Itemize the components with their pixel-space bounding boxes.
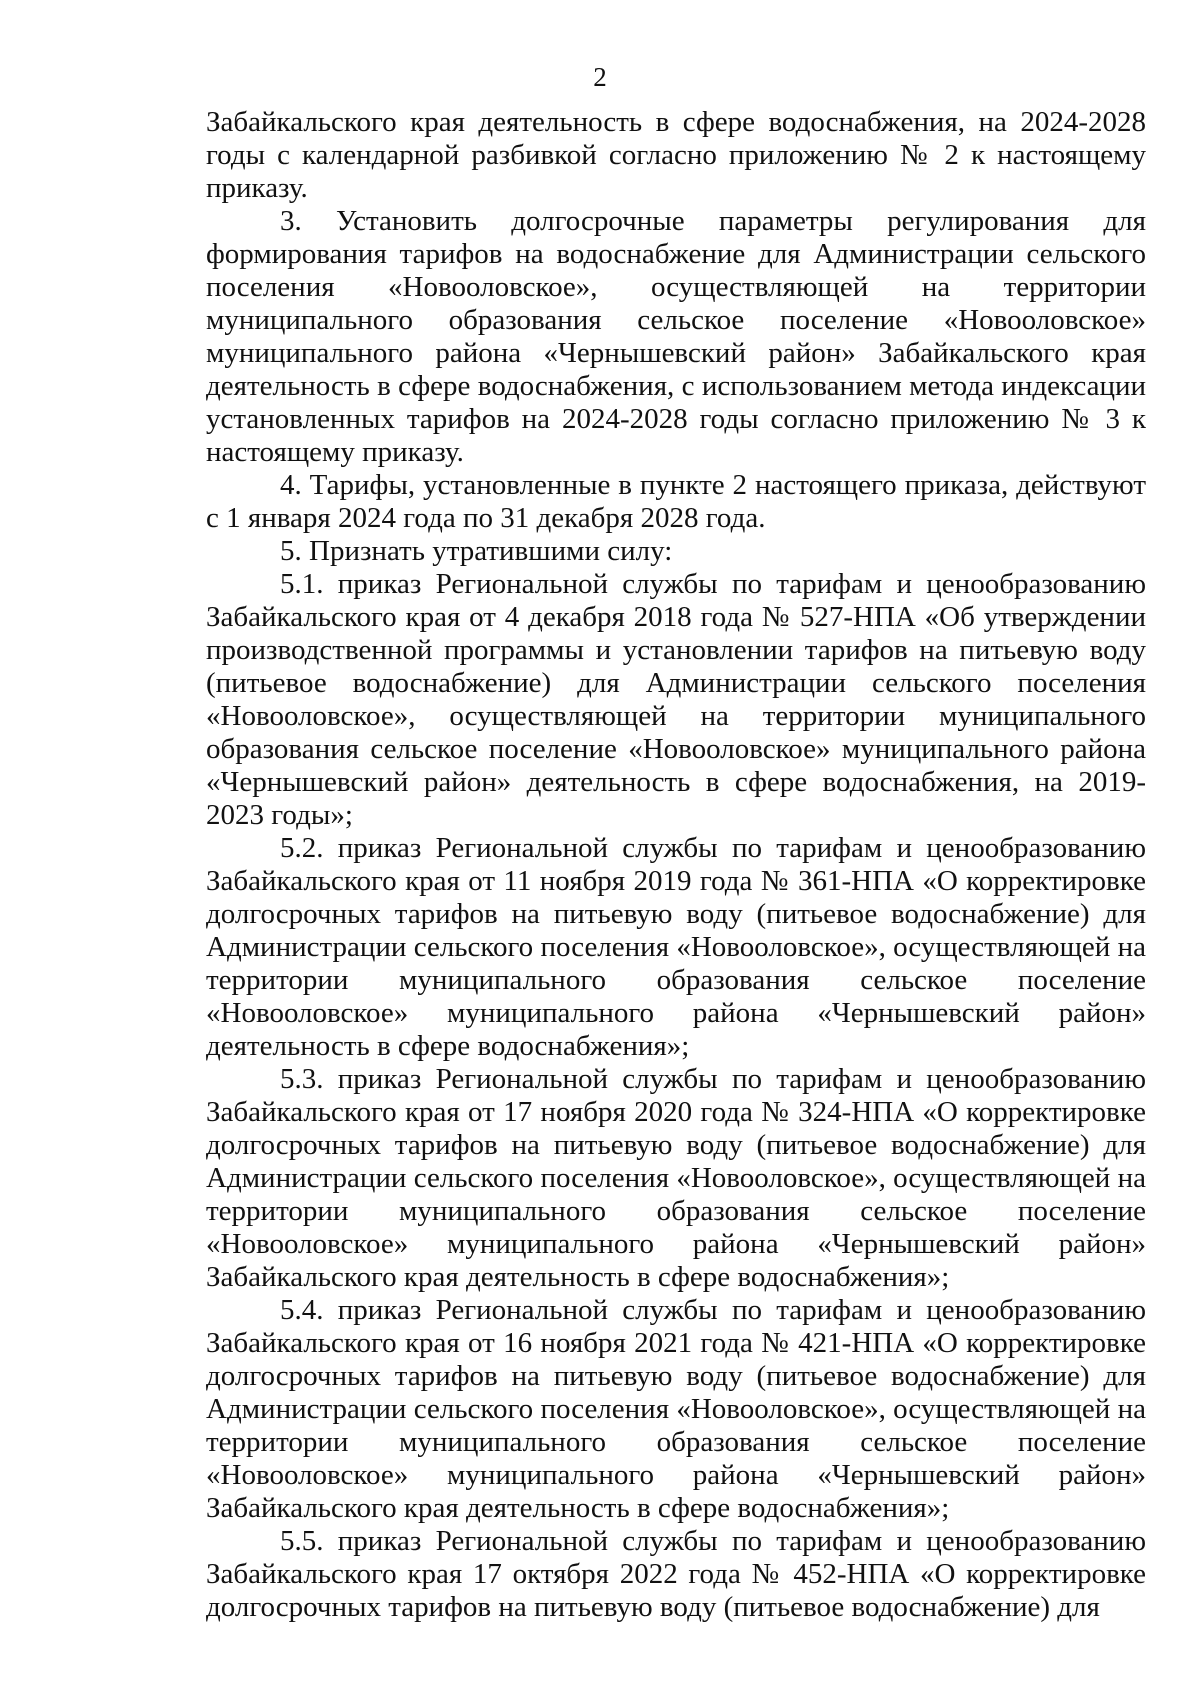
paragraph-item-5: 5. Признать утратившими силу:: [280, 535, 673, 567]
paragraph-item-5-4: 5.4. приказ Региональной службы по тарифам и ценообразованию Забайкальского края от 16 ноября 2021 года № 421-НПА «О корректировке долгосрочных тарифов на питьевую воду (питьевое водоснабжение) для Администрации сельского поселения «Новооловское», осуществляющей на территории муниципального образования сельское поселение «Новооловское» муниципального района «Чернышевский район» Забайкальского края деятельность в сфере водоснабжения»;: [206, 1294, 1146, 1524]
document-body: [206, 106, 1146, 1624]
paragraph-item-5-5: 5.5. приказ Региональной службы по тарифам и ценообразованию Забайкальского края 17 октября 2022 года № 452-НПА «О корректировке долгосрочных тарифов на питьевую воду (питьевое водоснабжение) для: [206, 1525, 1146, 1623]
paragraph-item-5-3: 5.3. приказ Региональной службы по тарифам и ценообразованию Забайкальского края от 17 ноября 2020 года № 324-НПА «О корректировке долгосрочных тарифов на питьевую воду (питьевое водоснабжение) для Администрации сельского поселения «Новооловское», осуществляющей на территории муниципального образования сельское поселение «Новооловское» муниципального района «Чернышевский район» Забайкальского края деятельность в сфере водоснабжения»;: [206, 1063, 1146, 1293]
paragraph-continuation: Забайкальского края деятельность в сфере водоснабжения, на 2024-2028 годы с календарной разбивкой согласно приложению № 2 к настоящему приказу.: [206, 106, 1146, 204]
paragraph-item-5-2: 5.2. приказ Региональной службы по тарифам и ценообразованию Забайкальского края от 11 ноября 2019 года № 361-НПА «О корректировке долгосрочных тарифов на питьевую воду (питьевое водоснабжение) для Администрации сельского поселения «Новооловское», осуществляющей на территории муниципального образования сельское поселение «Новооловское» муниципального района «Чернышевский район» деятельность в сфере водоснабжения»;: [206, 832, 1146, 1062]
page-number: 2: [593, 62, 607, 92]
paragraph-item-3: 3. Установить долгосрочные параметры регулирования для формирования тарифов на водоснабжение для Администрации сельского поселения «Новооловское», осуществляющей на территории муниципального образования сельское поселение «Новооловское» муниципального района «Чернышевский район» Забайкальского края деятельность в сфере водоснабжения, с использованием метода индексации установленных тарифов на 2024-2028 годы согласно приложению № 3 к настоящему приказу.: [206, 205, 1146, 468]
paragraph-item-5-1: 5.1. приказ Региональной службы по тарифам и ценообразованию Забайкальского края от 4 декабря 2018 года № 527-НПА «Об утверждении производственной программы и установлении тарифов на питьевую воду (питьевое водоснабжение) для Администрации сельского поселения «Новооловское», осуществляющей на территории муниципального образования сельское поселение «Новооловское» муниципального района «Чернышевский район» деятельность в сфере водоснабжения, на 2019-2023 годы»;: [206, 568, 1146, 831]
paragraph-item-4: 4. Тарифы, установленные в пункте 2 настоящего приказа, действуют с 1 января 2024 года по 31 декабря 2028 года.: [206, 469, 1146, 534]
